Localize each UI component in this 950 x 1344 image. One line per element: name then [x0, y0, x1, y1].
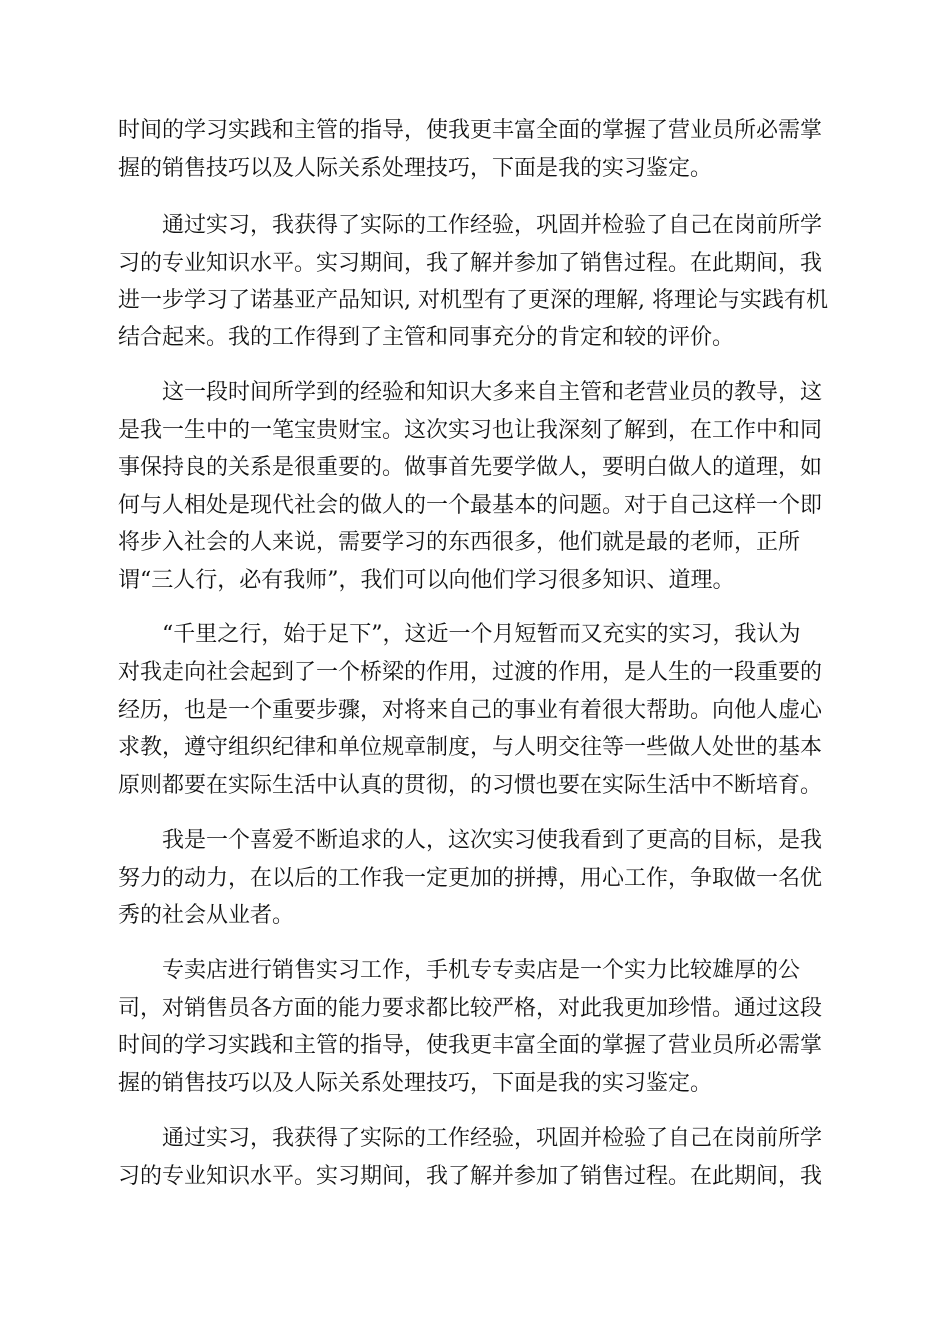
text-line	[0, 453, 950, 483]
line-text: “千里之行，始于足下”，这近一个月短暂而又充实的实习，我认为	[162, 622, 801, 647]
line-text: 习的专业知识水平。实习期间，我了解并参加了销售过程。在此期间，我	[118, 1164, 823, 1189]
text-line	[0, 286, 950, 316]
line-text: 握的销售技巧以及人际关系处理技巧，下面是我的实习鉴定。	[118, 156, 713, 181]
line-text: 专卖店进行销售实习工作，手机专专卖店是一个实力比较雄厚的公	[162, 958, 801, 983]
text-line	[0, 378, 950, 408]
text-line	[0, 994, 950, 1024]
line-text: 是我一生中的一笔宝贵财宝。这次实习也让我深刻了解到，在工作中和同	[118, 418, 823, 443]
line-text: 这一段时间所学到的经验和知识大多来自主管和老营业员的教导，这	[162, 380, 823, 405]
line-text: 司，对销售员各方面的能力要求都比较严格，对此我更加珍惜。通过这段	[118, 996, 823, 1021]
text-line	[0, 211, 950, 241]
line-text: 秀的社会从业者。	[118, 903, 295, 928]
text-line	[0, 620, 950, 650]
text-line	[0, 826, 950, 856]
line-text: 求教，遵守组织纪律和单位规章制度，与人明交往等一些做人处世的基本	[118, 735, 823, 760]
line-text: 习的专业知识水平。实习期间，我了解并参加了销售过程。在此期间，我	[118, 251, 823, 276]
line-text: 将步入社会的人来说，需要学习的东西很多，他们就是最的老师，正所	[118, 530, 801, 555]
line-text: 进一步学习了诺基亚产品知识, 对机型有了更深的理解, 将理论与实践有机	[118, 288, 828, 313]
line-text: 通过实习，我获得了实际的工作经验，巩固并检验了自己在岗前所学	[162, 213, 823, 238]
text-line	[0, 323, 950, 353]
text-line	[0, 249, 950, 279]
text-line	[0, 491, 950, 521]
text-line	[0, 658, 950, 688]
line-text: 通过实习，我获得了实际的工作经验，巩固并检验了自己在岗前所学	[162, 1126, 823, 1151]
line-text: 对我走向社会起到了一个桥梁的作用，过渡的作用，是人生的一段重要的	[118, 660, 823, 685]
text-line	[0, 566, 950, 596]
text-line	[0, 1069, 950, 1099]
text-line	[0, 864, 950, 894]
line-text: 何与人相处是现代社会的做人的一个最基本的问题。对于自己这样一个即	[118, 493, 823, 518]
text-line	[0, 1162, 950, 1192]
text-line	[0, 901, 950, 931]
line-text: 谓“三人行，必有我师”，我们可以向他们学习很多知识、道理。	[118, 568, 735, 593]
line-text: 握的销售技巧以及人际关系处理技巧，下面是我的实习鉴定。	[118, 1071, 713, 1096]
line-text: 事保持良的关系是很重要的。做事首先要学做人，要明白做人的道理，如	[118, 455, 823, 480]
line-text: 结合起来。我的工作得到了主管和同事充分的肯定和较的评价。	[118, 325, 735, 350]
text-line	[0, 696, 950, 726]
line-text: 时间的学习实践和主管的指导，使我更丰富全面的掌握了营业员所必需掌	[118, 1033, 823, 1058]
line-text: 时间的学习实践和主管的指导，使我更丰富全面的掌握了营业员所必需掌	[118, 118, 823, 143]
line-text: 我是一个喜爱不断追求的人，这次实习使我看到了更高的目标，是我	[162, 828, 823, 853]
line-text: 经历，也是一个重要步骤，对将来自己的事业有着很大帮助。向他人虚心	[118, 698, 823, 723]
text-line	[0, 1031, 950, 1061]
text-line	[0, 1124, 950, 1154]
text-line	[0, 154, 950, 184]
text-line	[0, 956, 950, 986]
text-line	[0, 771, 950, 801]
text-line	[0, 416, 950, 446]
text-line	[0, 116, 950, 146]
text-line	[0, 733, 950, 763]
text-line	[0, 528, 950, 558]
line-text: 努力的动力，在以后的工作我一定更加的拼搏，用心工作，争取做一名优	[118, 866, 823, 891]
line-text: 原则都要在实际生活中认真的贯彻，的习惯也要在实际生活中不断培育。	[118, 773, 823, 798]
